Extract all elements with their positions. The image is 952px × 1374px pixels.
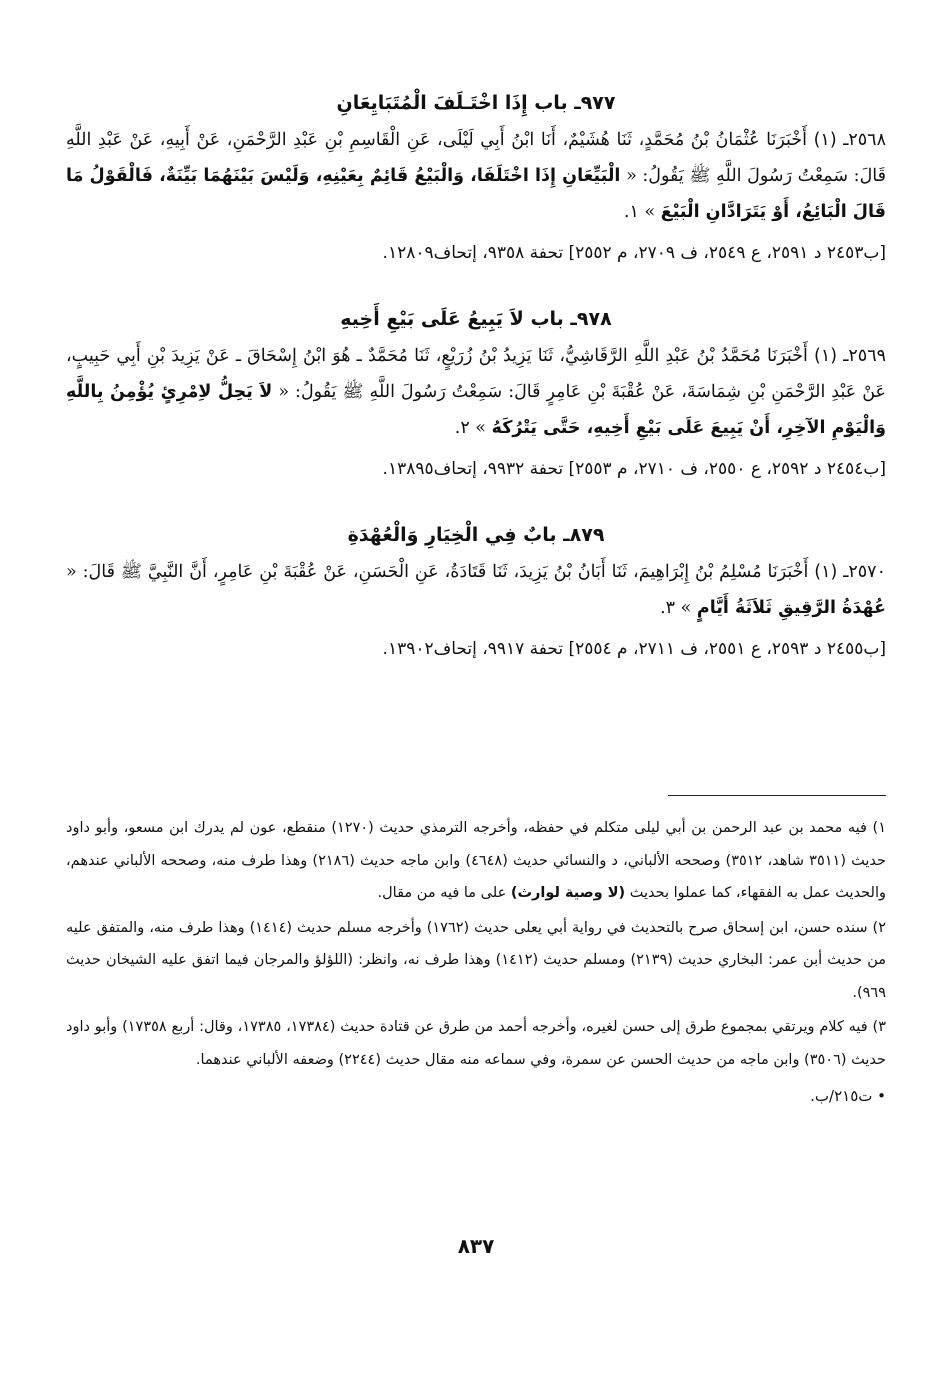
hadith-ending: » ٣. [660,598,692,618]
chapter-978 [66,304,886,486]
hadith-text [66,338,886,446]
hadith-ending: » ١. [623,202,656,222]
hadith-matn: الْبَيِّعَانِ إِذَا اخْتَلَفَا، وَالْبَيْعُ قَائِمٌ بِعَيْنِهِ، وَلَيْسَ بَيْنَهُمَا بَيِّنَةٌ، فَالْقَوْلُ مَا قَالَ الْبَائِعُ، أَوْ يَتَرَادَّانِ الْبَيْعَ [66,166,886,222]
chapter-title: ٨٧٩ـ بابٌ فِي الْخِيَارِ وَالْعُهْدَةِ [347,524,605,546]
chapter-879 [66,520,886,666]
hadith-takhrij: [ب٢٤٥٣ د ٢٥٩١، ع ٢٥٤٩، ف ٢٧٠٩، م ٢٥٥٢] تحفة ٩٣٥٨، إتحاف١٢٨٠٩. [382,243,886,263]
chapter-977 [66,88,886,270]
footnote-1-bold: (لا وصية لوارث) [510,885,626,901]
hadith-text [66,122,886,230]
manuscript-marker: • ت٢١٥/ب. [810,1087,886,1105]
hadith-takhrij: [ب٢٤٥٤ د ٢٥٩٢، ع ٢٥٥٠، ف ٢٧١٠، م ٢٥٥٣] تحفة ٩٩٣٢، إتحاف١٣٨٩٥. [382,459,886,479]
hadith-number: ٢٥٦٩ـ (١) [814,346,886,366]
chapter-title: ٩٧٧ـ باب إِذَا اخْتَـلَفَ الْمُتَبَايِعَانِ [336,92,616,114]
hadith-ending: » ٢. [454,418,487,438]
hadith-matn: لاَ يَحِلُّ لاِمْرِئٍ يُؤْمِنُ بِاللَّهِ وَالْيَوْمِ الآخِرِ، أَنْ يَبِيعَ عَلَى بَيْعِ أَخِيهِ، حَتَّى يَتْرُكَهُ [66,382,886,438]
chapter-title: ٩٧٨ـ باب لاَ يَبِيعُ عَلَى بَيْعِ أَخِيهِ [340,308,612,330]
hadith-isnad: أَخْبَرَنَا عُثْمَانُ بْنُ مُحَمَّدٍ، ثَنَا هُشَيْمٌ، أَنَا ابْنُ أَبِي لَيْلَى، عَنِ الْقَاسِمِ بْنِ عَبْدِ الرَّحْمَنِ، عَنْ أَبِيهِ، عَنْ عَبْدِ اللَّهِ قَالَ: سَمِعْتُ رَسُولَ اللَّهِ ﷺ يَقُولُ: « [66,130,886,186]
hadith-matn: عُهْدَةُ الرَّقِيقِ ثَلاَثَةُ أَيَّامٍ [696,598,886,618]
hadith-isnad: أَخْبَرَنَا مُحَمَّدُ بْنُ عَبْدِ اللَّهِ الرَّقَاشِيُّ، ثَنَا يَزِيدُ بْنُ زُرَيْعٍ، ثَنَا مُحَمَّدٌ ـ هُوَ ابْنُ إِسْحَاقَ ـ عَنْ يَزِيدَ بْنِ أَبِي حَبِيبٍ، عَنْ عَبْدِ الرَّحْمَنِ بْنِ شِمَاسَةَ، عَنْ عُقْبَةَ بْنِ عَامِرٍ قَالَ: سَمِعْتُ رَسُولَ اللَّهِ ﷺ يَقُولُ: « [66,346,886,402]
footnote-1-text: ١) فيه محمد بن عبد الرحمن بن أبي ليلى متكلم في حفظه، وأخرجه الترمذي حديث (١٢٧٠) منقطع، عون لم يدرك ابن مسعو، وأبو داود حديث (٣٥١١ شاهد، ٣٥١٢) وصححه الألباني، د والنسائي حديث (٤٦٤٨) وابن ماجه حديث (٢١٨٦) وهذا طرف منه، وصححه الألباني عندهم، والحديث عمل به الفقهاء، كما عملوا بحديث [66,820,886,901]
footnotes [66,812,886,1113]
footnote-divider [668,795,886,796]
hadith-text [66,554,886,626]
hadith-number: ٢٥٧٠ـ (١) [814,562,886,582]
footnote-3: ٣) فيه كلام ويرتقي بمجموع طرق إلى حسن لغيره، وأخرجه أحمد من طرق عن قتادة حديث (١٧٣٨٤، ١٧٣٨٥، وقال: أربع ١٧٣٥٨) وأبو داود حديث (٣٥٠٦) وابن ماجه من حديث الحسن عن سمرة، وفي سماعه منه مقال حديث (٢٢٤٤) وضعفه الألباني عندهما. [66,1019,886,1068]
footnote-1-end: على ما فيه من مقال. [377,885,507,901]
footnote-1 [66,812,886,910]
page-number: ٨٣٧ [457,1234,495,1258]
hadith-isnad: أَخْبَرَنَا مُسْلِمُ بْنُ إِبْرَاهِيمَ، ثَنَا أَبَانُ بْنُ يَزِيدَ، ثَنَا قَتَادَةُ، عَنِ الْحَسَنِ، عَنْ عُقْبَةَ بْنِ عَامِرٍ، أَنَّ النَّبِيَّ ﷺ قَالَ: « [66,562,809,582]
hadith-number: ٢٥٦٨ـ (١) [813,130,886,150]
hadith-takhrij: [ب٢٤٥٥ د ٢٥٩٣، ع ٢٥٥١، ف ٢٧١١، م ٢٥٥٤] تحفة ٩٩١٧، إتحاف١٣٩٠٢. [382,639,886,659]
footnote-2: ٢) سنده حسن، ابن إسحاق صرح بالتحديث في رواية أبي يعلى حديث (١٧٦٢) وأخرجه مسلم حديث (١٤١٤) وهذا طرف منه، والمتفق عليه من حديث أبن عمر: البخاري حديث (٢١٣٩) ومسلم حديث (١٤١٢) وهذا طرف نه، وانظر: (اللؤلؤ والمرجان فيما اتفق عليه الشيخان حديث ٩٦٩). [66,919,887,1001]
